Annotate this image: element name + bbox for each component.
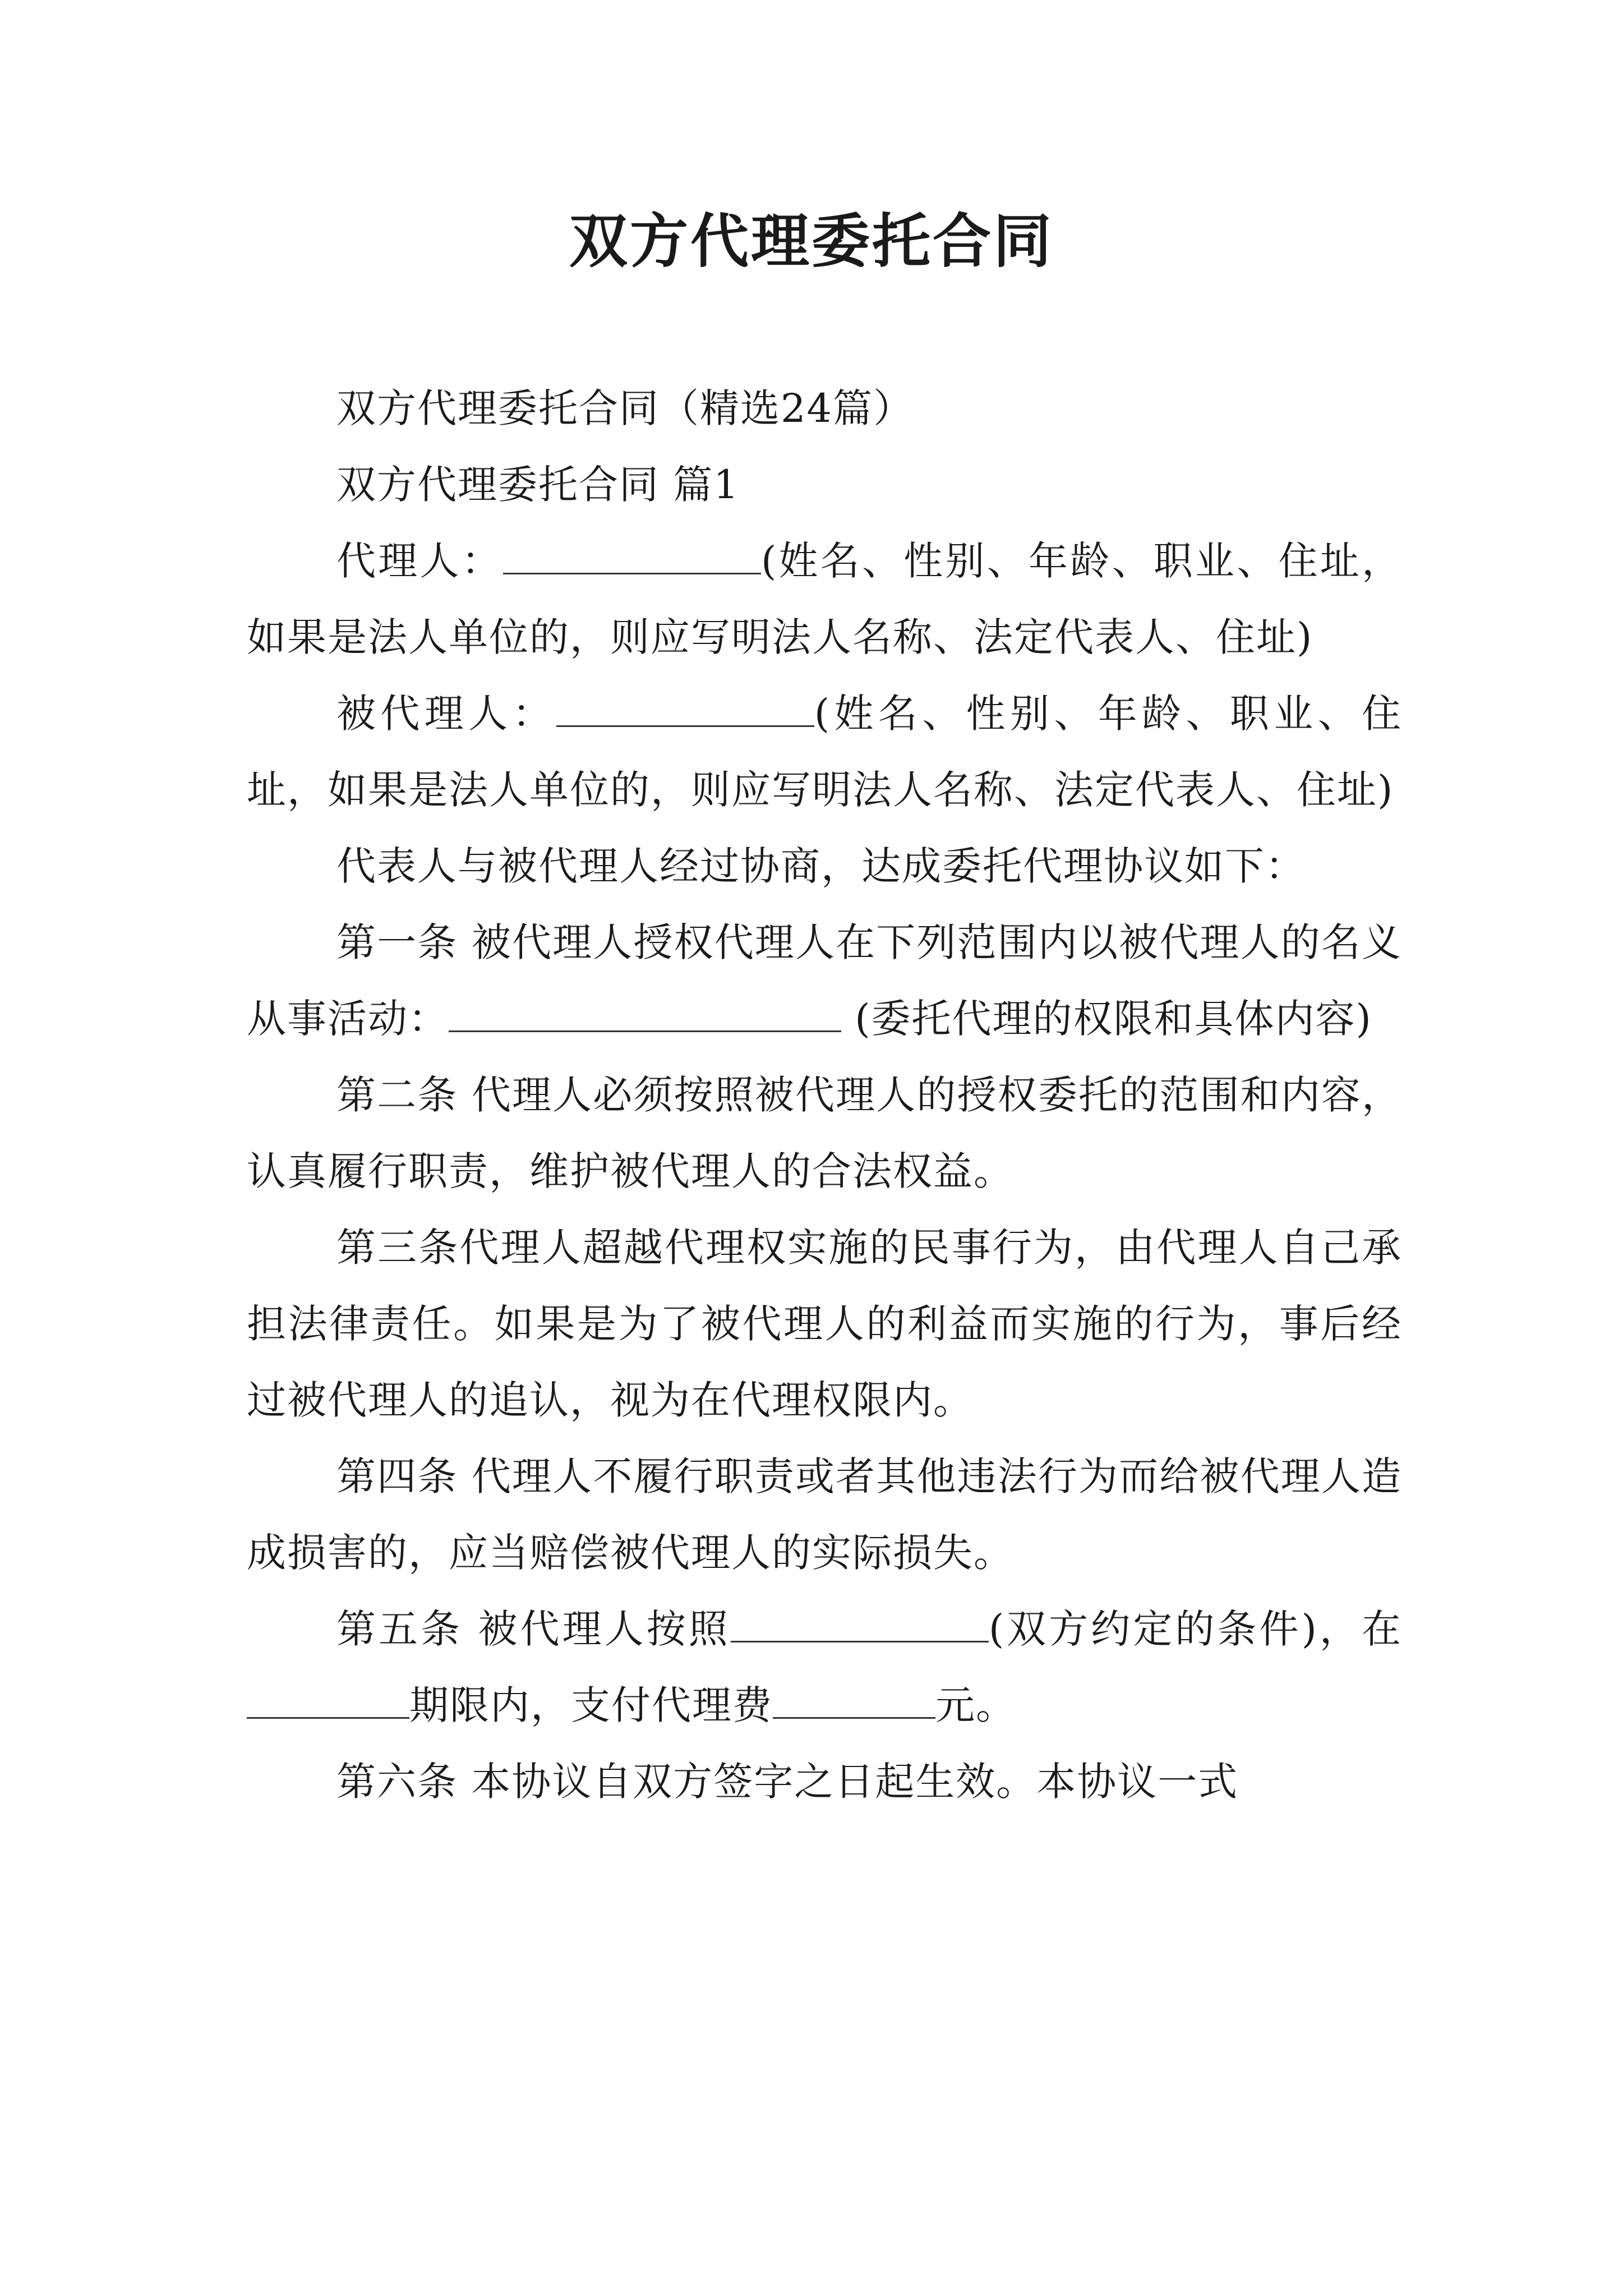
article-1: [247, 904, 1402, 1057]
article-5-fee-blank: [773, 1682, 935, 1719]
article-5: [247, 1591, 1402, 1743]
document-title: 双方代理委托合同: [569, 206, 1054, 275]
document-body: [247, 370, 1402, 1820]
principal-label: 被代理人：: [336, 691, 556, 737]
article-1-text: 第一条 被代理人授权代理人在下列范围内以被代理人的名义从事活动：: [247, 919, 1402, 1042]
agent-note: (姓名、性别、年龄、职业、住址，如果是法人单位的，则应写明法人名称、法定代表人、住址): [247, 538, 1403, 660]
article-5-period-blank: [247, 1682, 409, 1719]
agent-paragraph: [247, 523, 1402, 675]
article-5-part4: 元。: [935, 1682, 1016, 1728]
intro-paragraph: 代表人与被代理人经过协商，达成委托代理协议如下：: [336, 843, 1306, 889]
article-4: 第四条 代理人不履行职责或者其他违法行为而给被代理人造成损害的，应当赔偿被代理人的实际损失。: [247, 1453, 1402, 1576]
article-2: 第二条 代理人必须按照被代理人的授权委托的范围和内容，认真履行职责，维护被代理人的合法权益。: [247, 1072, 1402, 1194]
article-5-part2: (双方约定的条件)，在: [988, 1606, 1402, 1652]
article-5-part1: 第五条 被代理人按照: [336, 1606, 731, 1652]
principal-note: (姓名、性别、年龄、职业、住址，如果是法人单位的，则应写明法人名称、法定代表人、住址): [247, 691, 1402, 813]
agent-blank: [503, 538, 761, 574]
principal-blank: [556, 691, 814, 727]
article-1-note: (委托代理的权限和具体内容): [841, 996, 1372, 1042]
principal-paragraph: [247, 675, 1402, 828]
document-subtitle: 双方代理委托合同（精选24篇）: [336, 385, 914, 431]
article-5-part3: 期限内，支付代理费: [409, 1682, 773, 1728]
article-1-blank: [449, 996, 841, 1032]
section-heading: 双方代理委托合同 篇1: [336, 462, 740, 508]
article-5-conditions-blank: [731, 1606, 989, 1642]
article-3: 第三条代理人超越代理权实施的民事行为，由代理人自己承担法律责任。如果是为了被代理人的利益而实施的行为，事后经过被代理人的追认，视为在代理权限内。: [247, 1225, 1402, 1423]
agent-label: 代理人：: [336, 538, 503, 584]
article-6: 第六条 本协议自双方签字之日起生效。本协议一式: [336, 1759, 1239, 1805]
